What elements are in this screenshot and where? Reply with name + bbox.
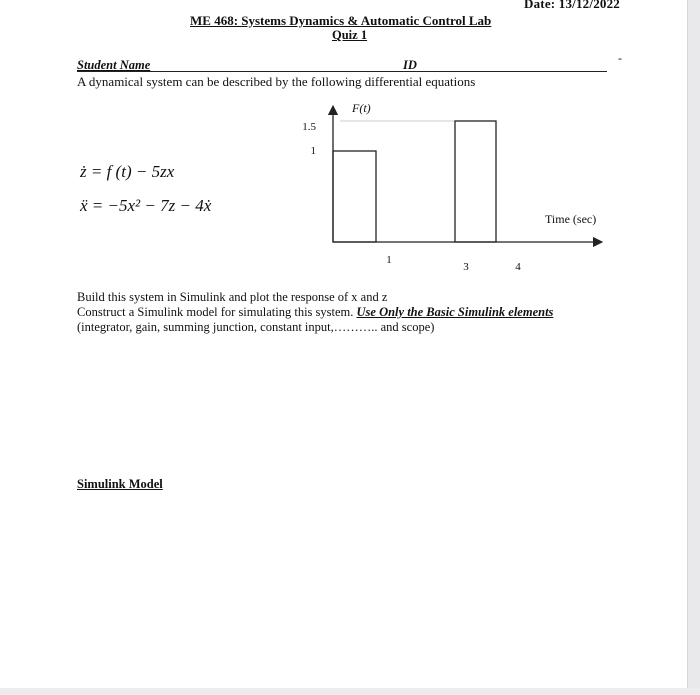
page-edge-right [687,0,700,695]
intro-text: A dynamical system can be described by the following differential equations [77,74,476,89]
instruction-line-2-text: Construct a Simulink model for simulating this system. [77,305,357,319]
instruction-line-2 [77,305,553,320]
instruction-line-3: (integrator, gain, summing junction, constant input,……….. and scope) [77,320,435,334]
x-tick-4: 4 [515,261,521,273]
date-label: Date: 13/12/2022 [524,0,620,11]
instruction-line-1: Build this system in Simulink and plot the response of x and z [77,290,388,304]
pulse-1 [333,151,376,242]
y-axis-title: F(t) [352,101,371,115]
page-edge-bottom [0,688,700,695]
y-tick-1: 1 [310,145,316,157]
x-tick-3: 3 [463,261,469,273]
student-name-label: Student Name [77,58,151,72]
x-axis-title: Time (sec) [545,212,597,226]
pulse-2 [455,121,496,242]
force-chart [0,0,700,290]
course-title: ME 468: Systems Dynamics & Automatic Control Lab [190,13,492,28]
id-label: ID [403,58,417,72]
basic-elements-emphasis: Use Only the Basic Simulink elements [356,305,554,319]
y-tick-1-5: 1.5 [302,121,316,133]
equation-x: ẍ = −5x² − 7z − 4ẋ [80,196,212,215]
equation-z: ż = f (t) − 5zx [80,162,175,181]
margin-mark: - [618,51,622,65]
quiz-title: Quiz 1 [332,28,368,42]
simulink-model-label: Simulink Model [77,477,163,491]
x-tick-1: 1 [386,254,392,266]
